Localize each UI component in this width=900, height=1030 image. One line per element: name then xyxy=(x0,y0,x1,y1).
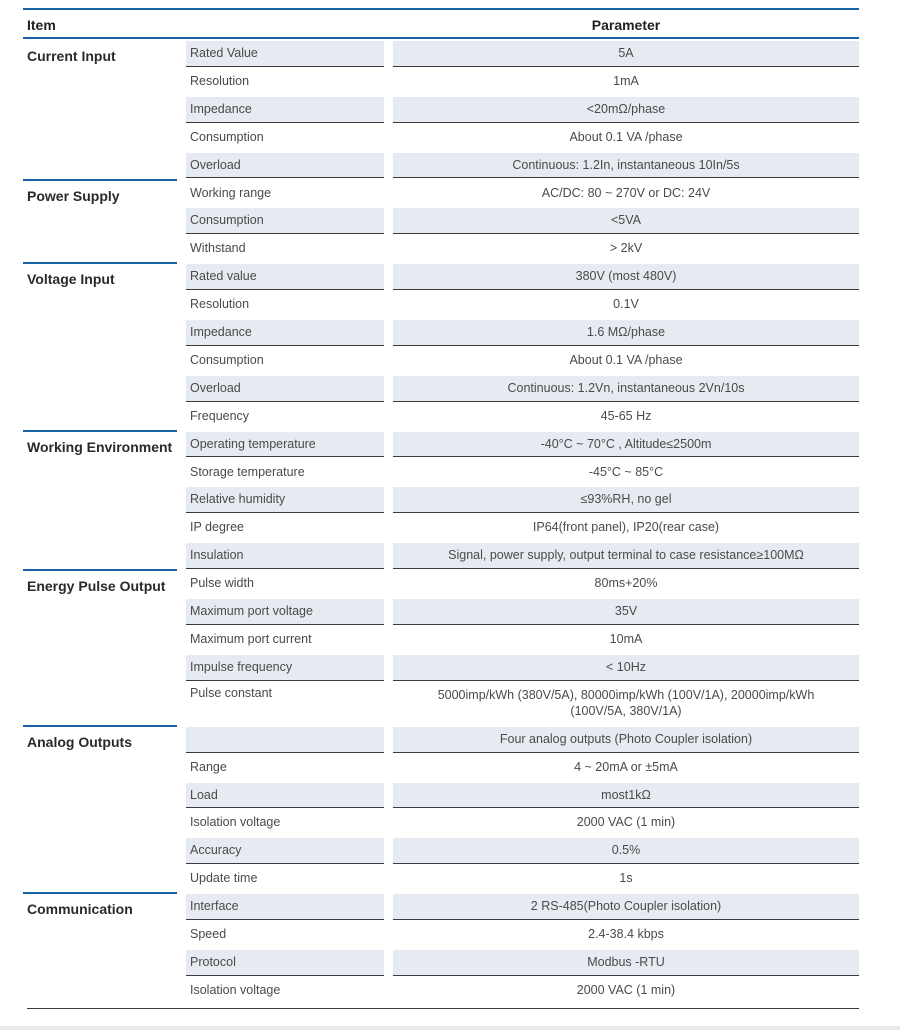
table-row xyxy=(0,460,900,488)
row-value: -45°C ~ 85°C xyxy=(588,464,664,479)
row-value: Continuous: 1.2In, instantaneous 10In/5s xyxy=(393,153,859,179)
row-label: Update time xyxy=(190,871,258,886)
table-row xyxy=(0,571,900,599)
row-label: Insulation xyxy=(186,543,384,569)
table-row xyxy=(0,348,900,376)
row-value: 380V (most 480V) xyxy=(393,264,859,290)
row-label xyxy=(186,727,384,753)
row-label: Resolution xyxy=(190,73,250,88)
table-row xyxy=(0,515,900,543)
table-row xyxy=(0,543,900,571)
table-row xyxy=(0,950,900,978)
row-value: > 2kV xyxy=(609,241,643,256)
row-label: Load xyxy=(186,783,384,809)
row-label: Rated value xyxy=(186,264,384,290)
table-row xyxy=(0,810,900,838)
row-value: 2000 VAC (1 min) xyxy=(576,815,676,830)
row-value: -40°C ~ 70°C , Altitude≤2500m xyxy=(393,432,859,458)
table-row xyxy=(0,404,900,432)
row-label: Resolution xyxy=(190,297,250,312)
table-row xyxy=(0,236,900,264)
row-label: Storage temperature xyxy=(190,464,305,479)
table-row xyxy=(0,69,900,97)
group-label-communication: Communication xyxy=(27,901,133,918)
row-value: < 10Hz xyxy=(393,655,859,681)
row-value: About 0.1 VA /phase xyxy=(569,352,683,367)
row-label: Isolation voltage xyxy=(190,815,281,830)
row-value: Four analog outputs (Photo Coupler isolation) xyxy=(393,727,859,753)
row-label: Overload xyxy=(186,153,384,179)
table-row xyxy=(0,181,900,209)
row-value: 2 RS-485(Photo Coupler isolation) xyxy=(393,894,859,920)
row-value: 5A xyxy=(393,41,859,67)
header-bottom-rule xyxy=(23,37,859,39)
table-row xyxy=(0,838,900,866)
table-row xyxy=(0,894,900,922)
row-value: 80ms+20% xyxy=(594,576,658,591)
row-value: AC/DC: 80 ~ 270V or DC: 24V xyxy=(541,185,711,200)
table-row xyxy=(0,376,900,404)
row-label: Accuracy xyxy=(186,838,384,864)
row-value: most1kΩ xyxy=(393,783,859,809)
page-bottom-band xyxy=(0,1026,900,1030)
table-row xyxy=(0,97,900,125)
row-value: <5VA xyxy=(393,208,859,234)
row-value: Signal, power supply, output terminal to case resistance≥100MΩ xyxy=(393,543,859,569)
table-row xyxy=(0,208,900,236)
table-row xyxy=(0,978,900,1006)
row-label: Impulse frequency xyxy=(186,655,384,681)
row-label: Consumption xyxy=(186,208,384,234)
row-label: Protocol xyxy=(186,950,384,976)
row-label: Maximum port current xyxy=(190,631,312,646)
row-label: Working range xyxy=(190,185,272,200)
header-top-rule xyxy=(23,8,859,10)
table-row xyxy=(0,627,900,655)
table-row xyxy=(0,292,900,320)
table-row xyxy=(0,125,900,153)
group-label-working-environment: Working Environment xyxy=(27,438,173,455)
row-label: Impedance xyxy=(186,97,384,123)
row-value: 10mA xyxy=(609,631,643,646)
row-value: 4 ~ 20mA or ±5mA xyxy=(574,759,678,774)
row-value: <20mΩ/phase xyxy=(393,97,859,123)
row-value: ≤93%RH, no gel xyxy=(393,487,859,513)
row-label: Impedance xyxy=(186,320,384,346)
group-label-energy-pulse-output: Energy Pulse Output xyxy=(27,578,166,595)
table-row xyxy=(0,783,900,811)
row-label: Rated Value xyxy=(186,41,384,67)
row-value: 2000 VAC (1 min) xyxy=(576,982,676,997)
header-item-label: Item xyxy=(27,17,56,33)
table-row xyxy=(0,727,900,755)
row-value: 1.6 MΩ/phase xyxy=(393,320,859,346)
group-label-current-input: Current Input xyxy=(27,48,116,64)
row-value: About 0.1 VA /phase xyxy=(569,129,683,144)
row-value: 0.1V xyxy=(613,297,639,312)
row-label: Operating temperature xyxy=(186,432,384,458)
row-value: 1mA xyxy=(613,73,639,88)
table-row xyxy=(0,153,900,181)
table-row xyxy=(0,755,900,783)
row-label: Frequency xyxy=(190,408,250,423)
row-label: Consumption xyxy=(190,352,264,367)
group-label-analog-outputs: Analog Outputs xyxy=(27,733,132,750)
row-value: 45-65 Hz xyxy=(600,408,652,423)
group-label-power-supply: Power Supply xyxy=(27,187,120,204)
row-value: 1s xyxy=(619,871,633,886)
table-row xyxy=(0,922,900,950)
table-row xyxy=(0,264,900,292)
row-label: IP degree xyxy=(190,520,244,535)
row-label: Pulse constant xyxy=(190,685,272,700)
table-row xyxy=(0,866,900,894)
table-row xyxy=(0,599,900,627)
table-row xyxy=(0,41,900,69)
table-row xyxy=(0,320,900,348)
row-label: Interface xyxy=(186,894,384,920)
row-label: Isolation voltage xyxy=(190,982,281,997)
table-row xyxy=(0,432,900,460)
row-value: 35V xyxy=(393,599,859,625)
row-value: IP64(front panel), IP20(rear case) xyxy=(532,520,720,535)
row-value: Continuous: 1.2Vn, instantaneous 2Vn/10s xyxy=(393,376,859,402)
header-parameter-label: Parameter xyxy=(591,17,661,33)
table-row xyxy=(0,683,900,727)
row-value: 5000imp/kWh (380V/5A), 80000imp/kWh (100V/1A), 20000imp/kWh (100V/5A, 380V/1A) xyxy=(437,687,815,718)
row-label: Speed xyxy=(190,927,227,941)
table-row xyxy=(0,487,900,515)
row-label: Relative humidity xyxy=(186,487,384,513)
row-label: Consumption xyxy=(190,129,264,144)
row-label: Pulse width xyxy=(190,576,254,591)
row-value: Modbus -RTU xyxy=(393,950,859,976)
row-label: Withstand xyxy=(190,241,246,256)
group-label-voltage-input: Voltage Input xyxy=(27,271,115,288)
row-value: 0.5% xyxy=(393,838,859,864)
row-value: 2.4-38.4 kbps xyxy=(588,927,664,941)
table-bottom-rule xyxy=(27,1008,859,1010)
row-label: Range xyxy=(190,759,227,774)
row-label: Overload xyxy=(186,376,384,402)
table-row xyxy=(0,655,900,683)
row-label: Maximum port voltage xyxy=(186,599,384,625)
